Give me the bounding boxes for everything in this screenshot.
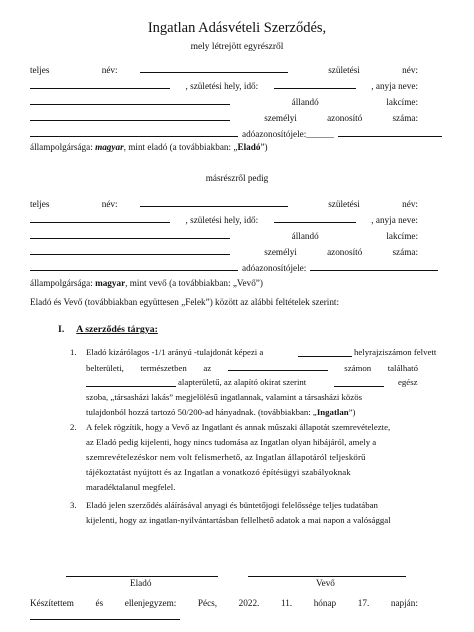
buyer-tax-field[interactable] — [310, 262, 438, 271]
item1-line4: szoba, „társasházi lakás” megjelölésű ingatlannak, valamint a társasházi közös — [86, 392, 363, 402]
buyer-citizenship-line — [30, 277, 263, 289]
item1-line2 — [86, 362, 418, 374]
text: Pécs, — [197, 598, 218, 608]
label: ”) — [260, 142, 268, 152]
text: Készítettem — [30, 598, 74, 608]
section-number: I. — [58, 324, 65, 335]
label: állampolgársága: — [30, 278, 93, 288]
label: állampolgársága: — [30, 142, 93, 152]
section-title: A szerződés tárgya: — [76, 324, 158, 335]
label: állandó — [291, 97, 319, 107]
item1-line3: alapterületű, az alapító okirat szerint — [178, 377, 307, 387]
label: , mint eladó (a továbbiakban: „ — [123, 142, 238, 152]
text: 11. — [280, 598, 293, 608]
label: személyi — [264, 113, 297, 123]
closing-line — [30, 597, 418, 609]
buyer-name-field[interactable] — [140, 198, 288, 207]
item3-line: Eladó jelen szerződés aláírásával anyagi és büntetőjogi felelőssége teljes tudatában — [86, 500, 378, 510]
item2-line: A felek rögzítik, hogy a Vevő az Ingatlant és annak műszaki állapotát szemrevételezte, — [86, 422, 391, 432]
item-number: 3. — [70, 500, 77, 510]
item1-line1b: helyrajziszámon felvett — [354, 347, 437, 357]
buyer-birthplace-field[interactable] — [274, 214, 356, 223]
seller-birth-row — [30, 80, 418, 92]
seller-signature-label: Eladó — [130, 578, 152, 588]
seller-tax-field[interactable] — [338, 128, 442, 137]
item2-line: maradéktalanul megfelel. — [86, 482, 176, 492]
seller-name-row — [30, 64, 418, 76]
label: azonosító — [327, 113, 363, 123]
buyer-mother-field[interactable] — [30, 230, 230, 239]
citizenship-value: magyar — [95, 278, 126, 288]
role-label: Eladó — [237, 142, 261, 152]
label: teljes — [30, 199, 50, 209]
buyer-birthname-field[interactable] — [30, 214, 170, 223]
buyer-name-row — [30, 198, 418, 210]
buyer-signature-label: Vevő — [316, 578, 335, 588]
seller-name-field[interactable] — [140, 64, 288, 73]
item-number: 1. — [70, 347, 77, 357]
label: név: — [402, 65, 418, 75]
document-title: Ingatlan Adásvételi Szerződés, — [147, 20, 327, 36]
text: számon — [344, 363, 372, 373]
label: , mint vevő (a továbbiakban: „Vevő”) — [125, 278, 263, 288]
seller-birthplace-field[interactable] — [274, 80, 356, 89]
masreszrol-text: másrészről pedig — [205, 173, 269, 183]
text: ”) — [348, 407, 356, 417]
label: lakcíme: — [386, 231, 418, 241]
parcel-number-field[interactable] — [298, 356, 352, 357]
notary-signature-field[interactable] — [30, 619, 180, 620]
citizenship-value: magyar — [95, 142, 124, 152]
seller-address-row — [30, 96, 418, 108]
buyer-signature-line[interactable] — [248, 576, 406, 577]
seller-mother-field[interactable] — [30, 96, 230, 105]
label: adóazonosító — [242, 129, 291, 139]
text: és — [95, 598, 104, 608]
rooms-field[interactable] — [334, 386, 384, 387]
item3-line: kijelenti, hogy az ingatlan-nyilvántartásban fellelhető adatok a mai napon a valósággal — [86, 515, 391, 525]
label: száma: — [392, 247, 418, 257]
address-field[interactable] — [228, 362, 328, 371]
buyer-id-field[interactable] — [30, 262, 238, 271]
label: , anyja neve: — [371, 81, 418, 91]
text: 2022. — [238, 598, 260, 608]
text: Eladó kizárólagos -1/1 arányú -tulajdonát képezi a — [86, 347, 264, 357]
text: napján: — [390, 598, 418, 608]
buyer-birth-row — [30, 214, 418, 226]
parties-intro: Eladó és Vevő (továbbiakban együttesen „Felek”) között az alábbi feltételek szerint: — [30, 297, 340, 307]
label: , születési hely, idő: — [185, 81, 259, 91]
label: születési — [328, 199, 360, 209]
label: , születési hely, idő: — [185, 215, 259, 225]
item1-line3b: egész — [398, 377, 418, 387]
item1-line1 — [86, 346, 263, 358]
document-subtitle: mely létrejött egyrészről — [190, 42, 284, 52]
text: tulajdonból hozzá tartozó 50/200-ad hányadnak. (továbbiakban: „ — [86, 407, 317, 417]
item1-line5 — [86, 406, 355, 418]
seller-signature-line[interactable] — [66, 576, 218, 577]
label: száma: — [392, 113, 418, 123]
area-field[interactable] — [86, 386, 176, 387]
label: azonosító — [327, 247, 363, 257]
label: személyi — [264, 247, 297, 257]
seller-id-row — [30, 112, 418, 124]
buyer-address-field[interactable] — [30, 246, 230, 255]
item2-line: az Eladó pedig kijelenti, hogy nincs tudomása az Ingatlan olyan hibájáról, amely a — [86, 437, 377, 447]
text: ellenjegyzem: — [124, 598, 177, 608]
label: jele:______ — [290, 129, 334, 139]
seller-tax-row — [30, 128, 418, 140]
label: jele: — [290, 263, 307, 273]
text: hónap — [313, 598, 337, 608]
label: állandó — [291, 231, 319, 241]
seller-address-field[interactable] — [30, 112, 230, 121]
text: természetben — [140, 363, 187, 373]
text: az — [203, 363, 212, 373]
text: 17. — [357, 598, 370, 608]
seller-birthname-field[interactable] — [30, 80, 170, 89]
section-heading — [58, 324, 158, 335]
text: található — [387, 363, 418, 373]
item-number: 2. — [70, 422, 77, 432]
label: , anyja neve: — [371, 215, 418, 225]
label: születési — [328, 65, 360, 75]
label: név: — [101, 199, 118, 209]
text: belterületi, — [86, 363, 124, 373]
buyer-id-row — [30, 246, 418, 258]
seller-id-field[interactable] — [30, 128, 238, 137]
buyer-address-row — [30, 230, 418, 242]
defined-term: Ingatlan — [316, 407, 349, 417]
buyer-tax-row — [30, 262, 418, 274]
label: név: — [101, 65, 118, 75]
label: adóazonosító — [242, 263, 291, 273]
item2-line: tájékoztatást nyújtott és az Ingatlan a vonatkozó építésügyi szabályoknak — [86, 467, 351, 477]
label: név: — [402, 199, 418, 209]
item2-line: szemrevételezéskor nem volt felismerhető, az Ingatlan állapotáról teljeskörű — [86, 452, 366, 462]
label: teljes — [30, 65, 50, 75]
label: lakcíme: — [386, 97, 418, 107]
seller-citizenship-line — [30, 141, 268, 153]
